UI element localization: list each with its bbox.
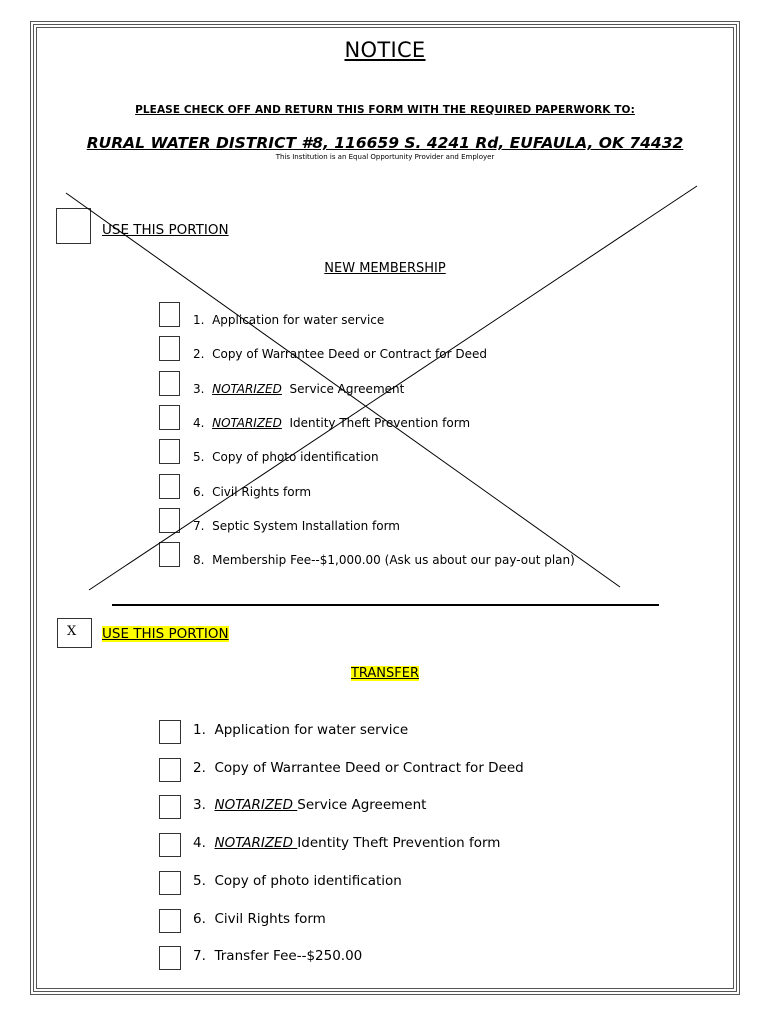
- section-transfer-list-item: [193, 760, 524, 776]
- section-transfer-list-item: [193, 948, 362, 964]
- notarized-emphasis: NOTARIZED: [212, 381, 282, 396]
- transfer-heading: [0, 666, 770, 681]
- notarized-emphasis: NOTARIZED: [214, 835, 298, 852]
- cross-out-line-2: [89, 186, 697, 590]
- item-text: Copy of photo identification: [214, 872, 402, 889]
- notarized-emphasis: NOTARIZED: [212, 415, 282, 430]
- transfer-portion-label: [102, 626, 229, 642]
- item-text: Identity Theft Prevention form: [289, 415, 471, 430]
- item-number: 4.: [193, 835, 206, 852]
- section-transfer-item-checkbox[interactable]: [159, 720, 181, 744]
- section-transfer-list-item: [193, 911, 326, 927]
- section-transfer-list-item: [193, 722, 408, 738]
- item-number: 1.: [193, 722, 206, 738]
- transfer-check-mark: X: [67, 624, 77, 639]
- section-transfer-item-checkbox[interactable]: [159, 795, 181, 819]
- section-transfer-item-checkbox[interactable]: [159, 946, 181, 970]
- item-number: 2.: [193, 347, 205, 362]
- section-transfer-item-checkbox[interactable]: [159, 909, 181, 933]
- item-text: Transfer Fee--$250.00: [214, 948, 363, 965]
- item-text: Service Agreement: [297, 797, 427, 814]
- item-text: Copy of Warrantee Deed or Contract for Deed: [214, 759, 524, 776]
- section-transfer-item-checkbox[interactable]: [159, 871, 181, 895]
- item-number: 7.: [193, 948, 206, 965]
- item-text: Identity Theft Prevention form: [297, 835, 501, 852]
- section-transfer-list-item: [193, 797, 426, 813]
- transfer-heading-text: TRANSFER: [350, 666, 420, 681]
- section-transfer-list-item: [193, 835, 500, 851]
- item-number: 6.: [193, 910, 206, 927]
- section-divider: [112, 604, 659, 606]
- item-text: Application for water service: [214, 722, 409, 738]
- district-address: RURAL WATER DISTRICT #8, 116659 S. 4241 Rd, EUFAULA, OK 74432: [86, 134, 684, 152]
- notice-title: NOTICE: [344, 38, 426, 62]
- item-number: 8.: [193, 553, 205, 568]
- cross-out-line-1: [66, 193, 620, 587]
- item-number: 3.: [193, 381, 205, 396]
- item-number: 5.: [193, 450, 205, 465]
- item-text: Copy of photo identification: [212, 450, 379, 465]
- item-text: Application for water service: [212, 313, 385, 327]
- item-number: 1.: [193, 313, 205, 327]
- notarized-emphasis: NOTARIZED: [214, 797, 298, 814]
- item-number: 5.: [193, 872, 206, 889]
- item-text: Civil Rights form: [214, 910, 326, 927]
- transfer-portion-label-text: USE THIS PORTION: [102, 626, 229, 642]
- item-number: 3.: [193, 797, 206, 814]
- transfer-select-checkbox[interactable]: [57, 618, 92, 648]
- section-transfer-item-checkbox[interactable]: [159, 833, 181, 857]
- item-number: 7.: [193, 518, 205, 533]
- return-instruction: PLEASE CHECK OFF AND RETURN THIS FORM WITH THE REQUIRED PAPERWORK TO:: [135, 104, 635, 116]
- new-membership-portion-label: USE THIS PORTION: [102, 222, 229, 238]
- section-transfer-item-checkbox[interactable]: [159, 758, 181, 782]
- section-transfer-list-item: [193, 873, 402, 889]
- new-membership-heading: NEW MEMBERSHIP: [324, 261, 446, 276]
- item-text: Septic System Installation form: [212, 518, 400, 533]
- item-text: Service Agreement: [289, 381, 405, 396]
- eop-statement: This Institution is an Equal Opportunity Provider and Employer: [275, 153, 495, 161]
- item-text: Membership Fee--$1,000.00 (Ask us about our pay-out plan): [212, 553, 575, 568]
- item-number: 4.: [193, 415, 205, 430]
- item-number: 2.: [193, 759, 206, 776]
- item-number: 6.: [193, 484, 205, 499]
- item-text: Civil Rights form: [212, 484, 312, 499]
- item-text: Copy of Warrantee Deed or Contract for Deed: [212, 347, 487, 362]
